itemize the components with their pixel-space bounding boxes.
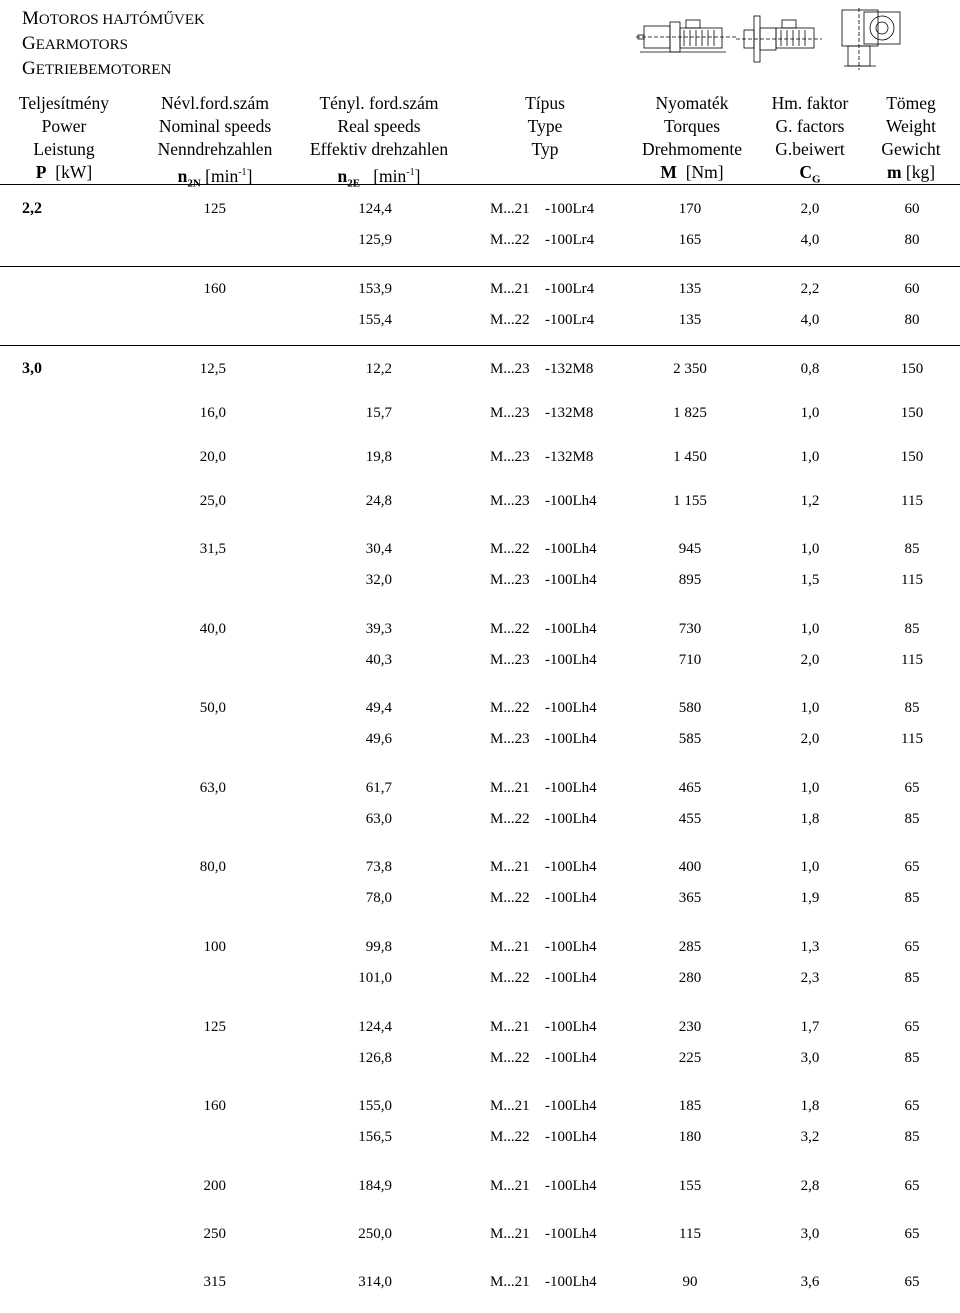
cell-type: M...21 <box>490 201 530 217</box>
cell-n2e: 61,7 <box>365 780 392 796</box>
cell-type: M...21 <box>490 1226 530 1242</box>
cell-motor: -132M8 <box>545 405 594 421</box>
cell-mass: 80 <box>904 312 920 328</box>
cell-n2n: 63,0 <box>199 780 226 796</box>
cell-mass: 85 <box>904 700 920 716</box>
cell-torque: 230 <box>678 1019 702 1035</box>
cell-mass: 65 <box>904 1019 920 1035</box>
cell-mass: 85 <box>904 541 920 557</box>
cell-type: M...23 <box>490 449 530 465</box>
cell-cg: 2,2 <box>800 281 820 297</box>
cell-torque: 180 <box>678 1129 702 1145</box>
cell-motor: -100Lr4 <box>545 312 595 328</box>
cell-n2n: 200 <box>203 1178 226 1194</box>
cell-n2e: 49,6 <box>365 731 392 747</box>
cell-mass: 65 <box>904 859 920 875</box>
cell-torque: 115 <box>679 1226 701 1242</box>
cell-motor: -100Lh4 <box>545 1098 597 1114</box>
cell-n2n: 100 <box>203 939 226 955</box>
title-line-en: GEARMOTORS <box>22 33 128 54</box>
title-line-hu: MOTOROS HAJTÓMŰVEK <box>22 8 205 29</box>
cell-torque: 170 <box>678 201 702 217</box>
cell-cg: 1,0 <box>800 449 820 465</box>
cell-type: M...22 <box>490 541 530 557</box>
cell-motor: -100Lh4 <box>545 1019 597 1035</box>
cell-torque: 585 <box>678 731 702 747</box>
cell-torque: 580 <box>678 700 702 716</box>
cell-type: M...21 <box>490 1019 530 1035</box>
header-power: Teljesítmény Power Leistung P [kW] <box>18 93 110 182</box>
cell-torque: 280 <box>678 970 702 986</box>
cell-mass: 85 <box>904 1050 920 1066</box>
cell-type: M...23 <box>490 572 530 588</box>
cell-cg: 3,0 <box>800 1226 820 1242</box>
cell-n2e: 155,0 <box>358 1098 392 1114</box>
cell-n2e: 40,3 <box>365 652 392 668</box>
cell-type: M...21 <box>490 939 530 955</box>
cell-torque: 1 825 <box>673 405 707 421</box>
cell-cg: 1,0 <box>800 405 820 421</box>
cell-torque: 400 <box>678 859 702 875</box>
cell-torque: 165 <box>678 232 702 248</box>
cell-n2n: 20,0 <box>199 449 226 465</box>
cell-motor: -100Lh4 <box>545 890 597 906</box>
cell-type: M...22 <box>490 232 530 248</box>
cell-n2e: 250,0 <box>358 1226 392 1242</box>
cell-n2e: 156,5 <box>358 1129 392 1145</box>
cell-type: M...21 <box>490 1098 530 1114</box>
cell-torque: 285 <box>678 939 702 955</box>
cell-n2e: 99,8 <box>365 939 392 955</box>
cell-cg: 2,0 <box>800 652 820 668</box>
cell-n2e: 124,4 <box>358 1019 392 1035</box>
header-type: Típus Type Typ <box>525 93 565 159</box>
cell-type: M...22 <box>490 811 530 827</box>
group-divider <box>0 345 960 346</box>
cell-cg: 1,3 <box>800 939 820 955</box>
gearmotor-drawings <box>636 8 936 70</box>
cell-n2e: 126,8 <box>358 1050 392 1066</box>
cell-type: M...22 <box>490 621 530 637</box>
cell-motor: -100Lh4 <box>545 541 597 557</box>
cell-type: M...22 <box>490 700 530 716</box>
cell-motor: -100Lr4 <box>545 201 595 217</box>
cell-n2n: 25,0 <box>199 493 226 509</box>
cell-n2n: 160 <box>203 1098 226 1114</box>
cell-cg: 2,8 <box>800 1178 820 1194</box>
gearmotor-side-drawing <box>842 8 900 70</box>
cell-mass: 65 <box>904 1178 920 1194</box>
cell-mass: 150 <box>900 449 924 465</box>
cell-torque: 465 <box>678 780 702 796</box>
cell-type: M...21 <box>490 1274 530 1290</box>
cell-mass: 60 <box>904 281 920 297</box>
cell-mass: 85 <box>904 1129 920 1145</box>
cell-torque: 365 <box>678 890 702 906</box>
cell-cg: 1,0 <box>800 859 820 875</box>
cell-torque: 945 <box>678 541 702 557</box>
cell-motor: -100Lh4 <box>545 621 597 637</box>
cell-type: M...21 <box>490 281 530 297</box>
cell-n2n: 125 <box>203 1019 226 1035</box>
cell-type: M...22 <box>490 1050 530 1066</box>
cell-motor: -100Lh4 <box>545 780 597 796</box>
cell-type: M...23 <box>490 652 530 668</box>
cell-type: M...21 <box>490 780 530 796</box>
cell-motor: -100Lh4 <box>545 970 597 986</box>
cell-n2e: 314,0 <box>358 1274 392 1290</box>
cell-mass: 65 <box>904 939 920 955</box>
cell-cg: 3,2 <box>800 1129 820 1145</box>
cell-motor: -100Lh4 <box>545 811 597 827</box>
cell-motor: -100Lh4 <box>545 652 597 668</box>
cell-motor: -100Lh4 <box>545 1226 597 1242</box>
cell-n2e: 125,9 <box>358 232 392 248</box>
cell-n2n: 315 <box>203 1274 226 1290</box>
gearmotor-flange-drawing <box>736 16 822 62</box>
cell-n2e: 24,8 <box>365 493 392 509</box>
cell-n2n: 80,0 <box>199 859 226 875</box>
cell-cg: 2,0 <box>800 201 820 217</box>
gearmotor-foot-drawing <box>636 20 736 52</box>
cell-type: M...23 <box>490 493 530 509</box>
cell-n2n: 16,0 <box>199 405 226 421</box>
cell-mass: 85 <box>904 811 920 827</box>
cell-torque: 730 <box>678 621 702 637</box>
cell-n2n: 40,0 <box>199 621 226 637</box>
cell-torque: 1 450 <box>673 449 707 465</box>
catalog-title <box>22 8 205 81</box>
cell-mass: 65 <box>904 1226 920 1242</box>
cell-n2e: 78,0 <box>365 890 392 906</box>
cell-cg: 1,0 <box>800 541 820 557</box>
cell-motor: -100Lh4 <box>545 572 597 588</box>
cell-mass: 150 <box>900 361 924 377</box>
cell-type: M...21 <box>490 859 530 875</box>
cell-motor: -100Lh4 <box>545 1129 597 1145</box>
cell-torque: 225 <box>678 1050 702 1066</box>
header-real-speed: Tényl. ford.szám Real speeds Effektiv drehzahlen $n_{2E}$ $[\min^{-1}]$ <box>309 93 449 190</box>
cell-motor: -100Lr4 <box>545 232 595 248</box>
cell-torque: 2 350 <box>673 361 707 377</box>
cell-motor: -100Lh4 <box>545 731 597 747</box>
cell-type: M...22 <box>490 890 530 906</box>
header-gear-factor: Hm. faktor G. factors G.beiwert $C_G$ <box>771 93 849 186</box>
cell-motor: -100Lh4 <box>545 859 597 875</box>
header-torque: Nyomaték Torques Drehmomente M [Nm] <box>641 93 743 182</box>
cell-n2e: 19,8 <box>365 449 392 465</box>
cell-motor: -132M8 <box>545 449 594 465</box>
cell-cg: 1,0 <box>800 700 820 716</box>
cell-power: 2,2 <box>22 200 42 217</box>
cell-n2n: 125 <box>203 201 226 217</box>
cell-n2n: 250 <box>203 1226 226 1242</box>
cell-torque: 90 <box>682 1274 698 1290</box>
cell-motor: -100Lh4 <box>545 1274 597 1290</box>
cell-cg: 1,7 <box>800 1019 820 1035</box>
cell-n2e: 15,7 <box>365 405 392 421</box>
cell-type: M...21 <box>490 1178 530 1194</box>
cell-mass: 80 <box>904 232 920 248</box>
cell-mass: 60 <box>904 201 920 217</box>
group-divider <box>0 266 960 267</box>
cell-mass: 85 <box>904 970 920 986</box>
cell-motor: -100Lh4 <box>545 700 597 716</box>
cell-mass: 65 <box>904 1098 920 1114</box>
cell-type: M...23 <box>490 361 530 377</box>
cell-cg: 1,2 <box>800 493 820 509</box>
cell-cg: 3,0 <box>800 1050 820 1066</box>
cell-torque: 155 <box>678 1178 702 1194</box>
cell-n2n: 31,5 <box>199 541 226 557</box>
cell-cg: 0,8 <box>800 361 820 377</box>
cell-n2e: 184,9 <box>358 1178 392 1194</box>
cell-n2n: 12,5 <box>199 361 226 377</box>
cell-mass: 85 <box>904 890 920 906</box>
cell-mass: 65 <box>904 780 920 796</box>
header-weight: Tömeg Weight Gewicht m [kg] <box>881 93 941 182</box>
cell-cg: 1,9 <box>800 890 820 906</box>
cell-type: M...22 <box>490 1129 530 1145</box>
cell-n2e: 63,0 <box>365 811 392 827</box>
cell-cg: 1,8 <box>800 811 820 827</box>
cell-mass: 115 <box>901 572 923 588</box>
cell-n2e: 73,8 <box>365 859 392 875</box>
title-line-de: GETRIEBEMOTOREN <box>22 58 172 79</box>
cell-torque: 135 <box>678 312 702 328</box>
cell-n2e: 101,0 <box>358 970 392 986</box>
header-nominal-speed: Névl.ford.szám Nominal speeds Nenndrehzahlen $n_{2N}$ $[\min^{-1}]$ <box>157 93 273 190</box>
cell-n2e: 153,9 <box>358 281 392 297</box>
cell-torque: 1 155 <box>673 493 707 509</box>
cell-motor: -100Lh4 <box>545 493 597 509</box>
cell-type: M...22 <box>490 312 530 328</box>
cell-cg: 1,0 <box>800 621 820 637</box>
cell-motor: -100Lh4 <box>545 1178 597 1194</box>
cell-n2e: 32,0 <box>365 572 392 588</box>
cell-torque: 455 <box>678 811 702 827</box>
cell-cg: 1,8 <box>800 1098 820 1114</box>
cell-mass: 115 <box>901 731 923 747</box>
cell-motor: -132M8 <box>545 361 594 377</box>
cell-torque: 710 <box>678 652 702 668</box>
cell-n2n: 50,0 <box>199 700 226 716</box>
cell-cg: 4,0 <box>800 312 820 328</box>
cell-motor: -100Lh4 <box>545 1050 597 1066</box>
cell-type: M...22 <box>490 970 530 986</box>
header-divider <box>0 184 960 185</box>
cell-n2e: 155,4 <box>358 312 392 328</box>
cell-n2n: 160 <box>203 281 226 297</box>
cell-type: M...23 <box>490 405 530 421</box>
cell-cg: 4,0 <box>800 232 820 248</box>
cell-cg: 1,5 <box>800 572 820 588</box>
cell-cg: 2,3 <box>800 970 820 986</box>
cell-mass: 115 <box>901 493 923 509</box>
cell-mass: 65 <box>904 1274 920 1290</box>
cell-n2e: 124,4 <box>358 201 392 217</box>
cell-type: M...23 <box>490 731 530 747</box>
cell-n2e: 12,2 <box>365 361 392 377</box>
cell-torque: 185 <box>678 1098 702 1114</box>
cell-cg: 2,0 <box>800 731 820 747</box>
cell-motor: -100Lh4 <box>545 939 597 955</box>
cell-mass: 85 <box>904 621 920 637</box>
cell-mass: 150 <box>900 405 924 421</box>
cell-cg: 3,6 <box>800 1274 820 1290</box>
cell-cg: 1,0 <box>800 780 820 796</box>
cell-torque: 135 <box>678 281 702 297</box>
cell-n2e: 39,3 <box>365 621 392 637</box>
cell-mass: 115 <box>901 652 923 668</box>
cell-n2e: 30,4 <box>365 541 392 557</box>
cell-power: 3,0 <box>22 360 42 377</box>
cell-n2e: 49,4 <box>365 700 392 716</box>
cell-torque: 895 <box>678 572 702 588</box>
cell-motor: -100Lr4 <box>545 281 595 297</box>
